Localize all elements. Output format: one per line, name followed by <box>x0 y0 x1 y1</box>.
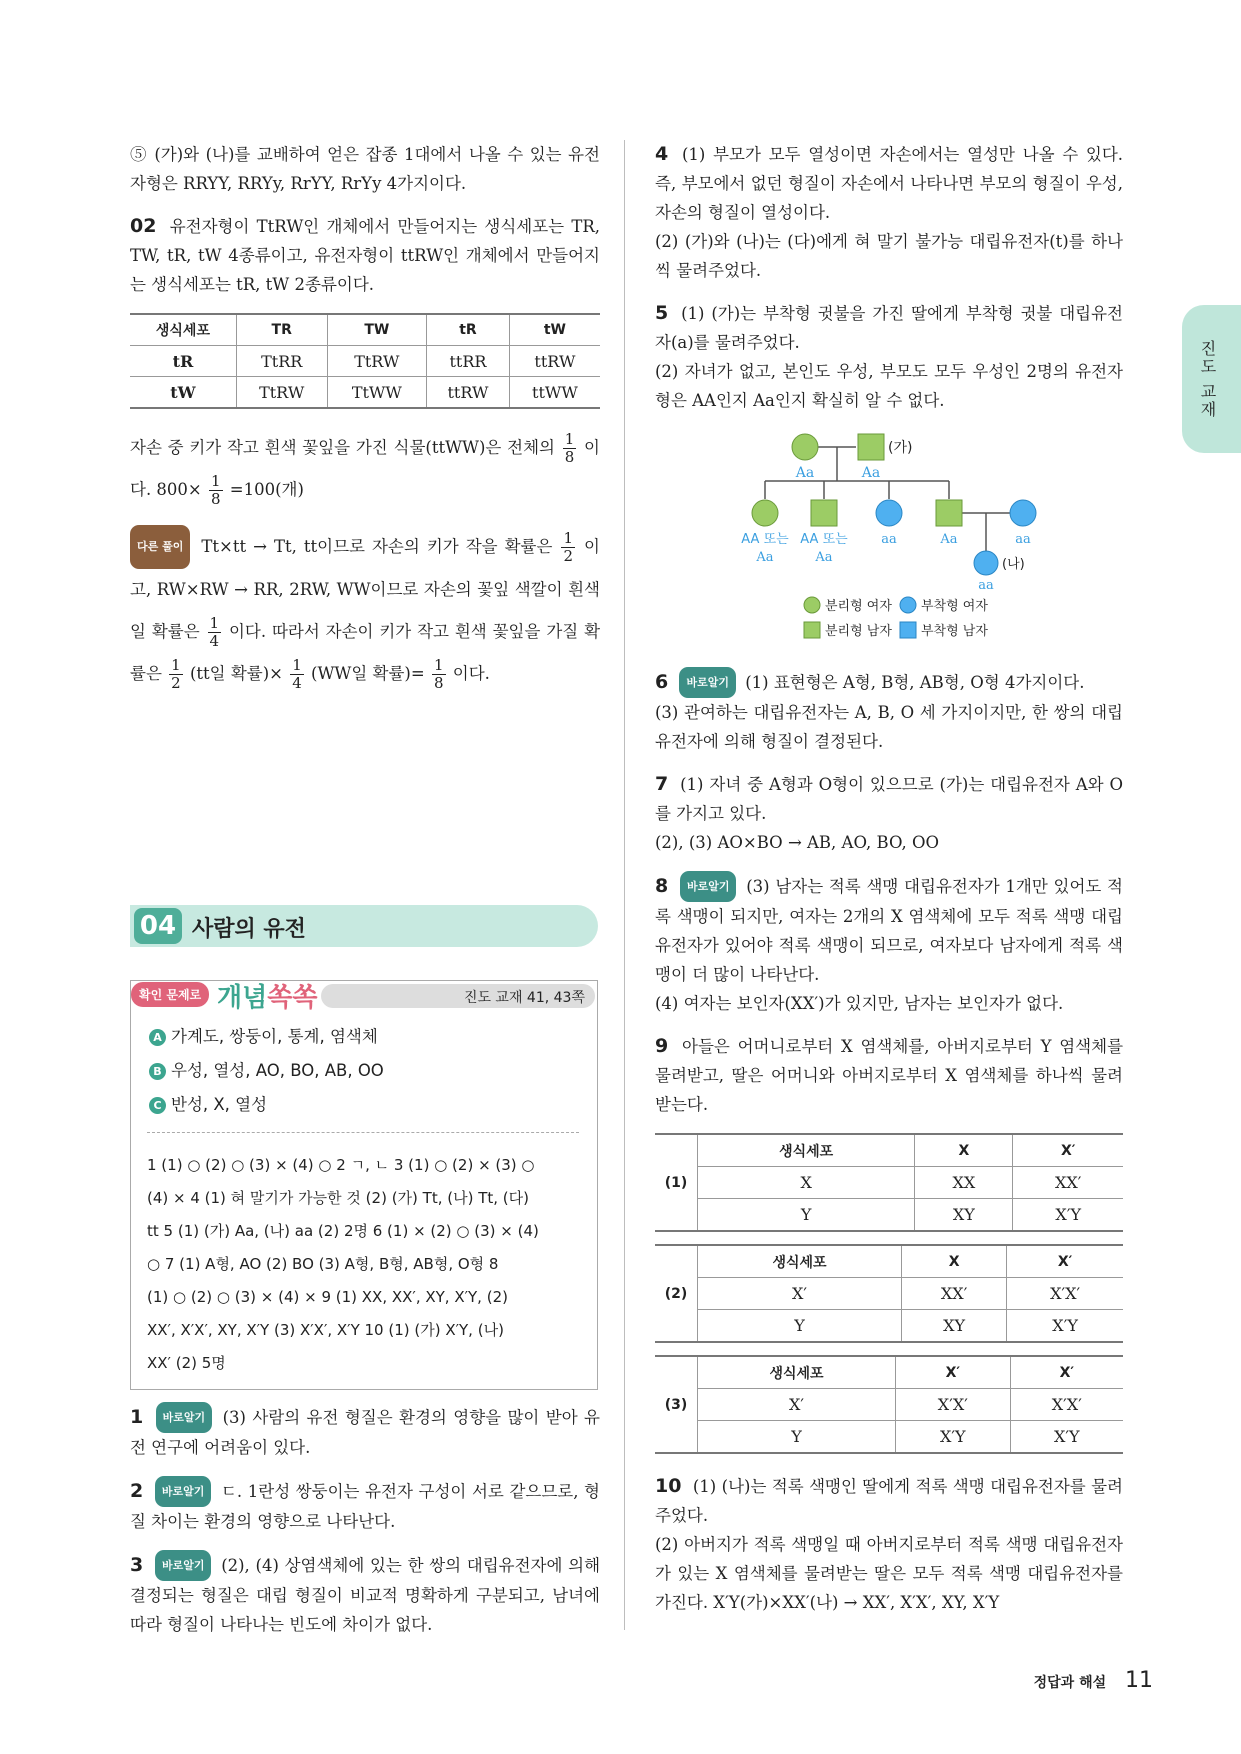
table-cell: Y <box>698 1310 902 1343</box>
alt-solution-tag: 다른 풀이 <box>130 525 190 569</box>
question-number: 02 <box>130 215 157 237</box>
table-row <box>655 1310 1123 1343</box>
table-cell: ttRW <box>427 377 510 409</box>
left-bottom-answers <box>130 1402 600 1653</box>
table-row <box>130 377 600 409</box>
legend-label: 부착형 여자 <box>921 599 988 614</box>
answer-text: (1) 표현형은 A형, B형, AB형, O형 4가지이다. <box>745 673 1085 692</box>
numerator: 1 <box>433 656 444 674</box>
table-header: X′ <box>1007 1245 1123 1278</box>
section-title: 사람의 유전 <box>192 917 306 942</box>
answer-line: ○ 7 (1) A형, AO (2) BO (3) A형, B형, AB형, O형 8 <box>147 1255 499 1273</box>
genotype-label: Aa <box>815 550 833 565</box>
text-span: 이다. 따라서 자손이 키가 작고 흰색 꽃잎을 가질 확률은 <box>130 622 601 683</box>
female-free-icon <box>752 500 778 526</box>
table-cell: X′ <box>698 1389 896 1421</box>
x-chromosome-table-1 <box>655 1133 1123 1232</box>
table-cell: X′Y <box>1013 1199 1123 1232</box>
answer-key <box>147 1149 583 1380</box>
male-free-icon <box>936 500 962 526</box>
denominator: 4 <box>292 674 302 692</box>
fraction <box>208 615 222 650</box>
answer-text: (2), (3) AO×BO → AB, AO, BO, OO <box>655 833 940 852</box>
text-span: =100(개) <box>229 480 304 499</box>
table-header: tW <box>509 314 600 346</box>
table-row <box>655 1421 1123 1454</box>
table-row <box>655 1167 1123 1199</box>
dashed-divider <box>147 1132 579 1133</box>
right-column <box>655 140 1123 1631</box>
table-cell: TtRW <box>236 377 327 409</box>
table-cell: XY <box>902 1310 1007 1343</box>
text-span: (tt일 확률)× <box>189 664 283 683</box>
keyword-line <box>149 1023 378 1047</box>
text-span: 이고, RW×RW → RR, 2RW, WW이므로 자손의 꽃잎 색깔이 흰색일 확률은 <box>130 537 600 641</box>
table-cell: Y <box>698 1421 896 1454</box>
legend-label: 부착형 남자 <box>921 624 988 639</box>
genotype-label: Aa <box>795 465 815 481</box>
answer-6 <box>655 667 1123 756</box>
table-cell: X′X′ <box>1010 1389 1123 1421</box>
table-header: 생식세포 <box>698 1245 902 1278</box>
pedigree-svg <box>655 429 1123 649</box>
denominator: 4 <box>209 632 220 650</box>
table-cell: TtRR <box>236 346 327 377</box>
table-cell: ttRR <box>427 346 510 377</box>
table-cell: ttRW <box>509 346 600 377</box>
question-text: 유전자형이 TtRW인 개체에서 만들어지는 생식세포는 TR, TW, tR, tW 4종류이고, 유전자형이 ttRW인 개체에서 만들어지는 생식세포는 tR, tW 2종류이다. <box>130 217 600 294</box>
table-cell: Y <box>698 1199 915 1232</box>
child-label: (나) <box>1002 557 1025 572</box>
answer-line: XX′, X′X′, XY, X′Y (3) X′X′, X′Y 10 (1) (가) X′Y, (나) <box>147 1321 504 1339</box>
table-cell: X′X′ <box>896 1389 1011 1421</box>
answer-text: (2) 아버지가 적록 색맹일 때 아버지로부터 적록 색맹 대립유전자가 있는 X 염색체를 물려받는 딸은 모두 적록 색맹 대립유전자를 가진다. X′Y(가)×XX′(나) → XX′, X′X′, XY, X′Y <box>655 1535 1123 1612</box>
keyword-text: 반성, X, 열성 <box>171 1095 268 1114</box>
numerator: 1 <box>292 656 302 674</box>
pedigree-diagram <box>655 429 1123 649</box>
table-header: 생식세포 <box>130 314 236 346</box>
question-number: 4 <box>655 143 669 165</box>
female-free-icon <box>792 434 818 460</box>
keyword-text: 가계도, 쌍둥이, 통계, 염색체 <box>171 1027 378 1046</box>
fraction <box>561 530 575 565</box>
table-label: (2) <box>655 1245 698 1342</box>
table-cell: X′X′ <box>1007 1278 1123 1310</box>
answer-text: (4) 여자는 보인자(XX′)가 있지만, 남자는 보인자가 없다. <box>655 994 1064 1013</box>
concept-check-box <box>130 980 598 1390</box>
table-header: TW <box>327 314 427 346</box>
table-header: X <box>915 1134 1013 1167</box>
answer-1 <box>130 1402 600 1462</box>
answer-text: ㄷ. 1란성 쌍둥이는 유전자 구성이 서로 같으므로, 형질 차이는 환경의 영향으로 나타난다. <box>130 1482 600 1531</box>
table-row <box>130 346 600 377</box>
answer-text: (1) (나)는 적록 색맹인 딸에게 적록 색맹 대립유전자를 물려주었다. <box>655 1477 1123 1525</box>
denominator: 2 <box>563 547 574 565</box>
table-header: X′ <box>1013 1134 1123 1167</box>
concept-title-accent: 쏙쏙 <box>267 983 318 1013</box>
question-number: 10 <box>655 1475 682 1497</box>
table-cell: TtWW <box>327 377 427 409</box>
fraction <box>432 657 446 692</box>
table-cell: XX′ <box>902 1278 1007 1310</box>
question-number: 8 <box>655 875 669 897</box>
table-header: 생식세포 <box>698 1356 896 1389</box>
answer-text: (3) 남자는 적록 색맹 대립유전자가 1개만 있어도 적록 색맹이 되지만, 여자는 2개의 X 염색체에 모두 적록 색맹 대립유전자가 있어야 적록 색맹이 되므로, 여자보다 남자에게 적록 색맹이 더 많이 나타난다. <box>655 877 1123 984</box>
genotype-label: Aa <box>940 532 958 547</box>
explanation-paragraph <box>130 427 600 511</box>
answer-text: (2), (4) 상염색체에 있는 한 쌍의 대립유전자에 의해 결정되는 형질은 대립 형질이 비교적 명확하게 구분되고, 남녀에 따라 형질이 나타나는 빈도에 차이가 없다. <box>130 1556 601 1634</box>
answer-text: (3) 관여하는 대립유전자는 A, B, O 세 가지이지만, 한 쌍의 대립유전자에 의해 형질이 결정된다. <box>655 703 1123 751</box>
gamete-table <box>130 313 600 409</box>
answer-text: (3) 사람의 유전 형질은 환경의 영향을 많이 받아 유전 연구에 어려움이 있다. <box>130 1408 600 1457</box>
legend-label: 분리형 여자 <box>825 599 892 614</box>
legend-free-male-icon <box>804 622 820 638</box>
table-cell: XX′ <box>1013 1167 1123 1199</box>
alternative-solution <box>130 525 600 695</box>
table-header: 생식세포 <box>698 1134 915 1167</box>
text-span: 이다. <box>452 664 490 683</box>
question-number: 9 <box>655 1035 669 1057</box>
table-header: TR <box>236 314 327 346</box>
question-number: 3 <box>130 1554 144 1576</box>
section-header <box>130 905 598 947</box>
answer-3 <box>130 1550 600 1639</box>
numerator: 1 <box>209 614 220 632</box>
fraction <box>209 473 223 508</box>
table-cell: X′ <box>698 1278 902 1310</box>
table-header: X′ <box>1010 1356 1123 1389</box>
answer-text: (2) 자녀가 없고, 본인도 우성, 부모도 모두 우성인 2명의 유전자형은 AA인지 Aa인지 확실히 알 수 없다. <box>655 362 1123 410</box>
footer-label: 정답과 해설 <box>1033 1675 1107 1691</box>
correction-tag: 바로알기 <box>155 1550 212 1581</box>
keyword-line <box>149 1057 384 1081</box>
text-span: 이다. 800× <box>130 438 600 499</box>
answer-9 <box>655 1032 1123 1119</box>
answer-10 <box>655 1472 1123 1617</box>
denominator: 8 <box>564 448 575 466</box>
fraction <box>169 657 183 692</box>
table-cell: X′Y <box>1010 1421 1123 1454</box>
male-free-icon <box>858 434 884 460</box>
genotype-label: Aa <box>861 465 881 481</box>
female-attached-icon <box>876 500 902 526</box>
denominator: 8 <box>433 674 444 692</box>
answer-text: (2) (가)와 (나)는 (다)에게 혀 말기 불가능 대립유전자(t)를 하나씩 물려주었다. <box>655 232 1123 280</box>
column-divider <box>624 140 625 1630</box>
answer-5 <box>655 299 1123 415</box>
confirm-tag: 확인 문제로 <box>131 982 209 1007</box>
table-cell: X <box>698 1167 915 1199</box>
answer-text: (1) 부모가 모두 열성이면 자손에서는 열성만 나올 수 있다. 즉, 부모에서 없던 형질이 자손에서 나타나면 부모의 형질이 우성, 자손의 형질이 열성이다. <box>655 145 1124 222</box>
answer-line: (1) ○ (2) ○ (3) × (4) × 9 (1) XX, XX′, XY, X′Y, (2) <box>147 1288 508 1306</box>
answer-line: tt 5 (1) (가) Aa, (나) aa (2) 2명 6 (1) × (2) ○ (3) × (4) <box>147 1222 539 1240</box>
table-cell: X′Y <box>1007 1310 1123 1343</box>
fraction <box>563 431 577 466</box>
genotype-label: AA 또는 <box>800 532 848 547</box>
correction-tag: 바로알기 <box>680 871 737 902</box>
male-free-icon <box>811 500 837 526</box>
answer-text: 아들은 어머니로부터 X 염색체를, 아버지로부터 Y 염색체를 물려받고, 딸은 어머니와 아버지로부터 X 염색체를 하나씩 물려받는다. <box>655 1037 1124 1114</box>
badge-b-icon: B <box>149 1063 166 1080</box>
answer-2 <box>130 1476 600 1536</box>
answer-line: XX′ (2) 5명 <box>147 1354 226 1372</box>
table-label: (1) <box>655 1134 698 1231</box>
answer-paragraph: ⑤ (가)와 (나)를 교배하여 얻은 잡종 1대에서 나올 수 있는 유전자형은 RRYY, RRYy, RrYY, RrYy 4가지이다. <box>130 145 600 193</box>
answer-text: (1) 자녀 중 A형과 O형이 있으므로 (가)는 대립유전자 A와 O를 가지고 있다. <box>655 775 1123 823</box>
correction-tag: 바로알기 <box>156 1402 213 1433</box>
table-cell: tW <box>130 377 236 409</box>
answer-4 <box>655 140 1123 285</box>
question-number: 2 <box>130 1480 144 1502</box>
answer-line: 1 (1) ○ (2) ○ (3) × (4) ○ 2 ㄱ, ㄴ 3 (1) ○ (2) × (3) ○ <box>147 1156 535 1174</box>
genotype-label: aa <box>881 532 897 547</box>
numerator: 1 <box>171 656 181 674</box>
numerator: 1 <box>564 430 575 448</box>
female-attached-icon <box>974 551 998 575</box>
text-span: Tt×tt → Tt, tt이므로 자손의 키가 작을 확률은 <box>201 537 553 556</box>
table-cell: tR <box>130 346 236 377</box>
question-02 <box>130 212 600 299</box>
table-label: (3) <box>655 1356 698 1453</box>
legend-free-female-icon <box>804 597 820 613</box>
left-column <box>130 140 600 709</box>
question-number: 7 <box>655 773 669 795</box>
concept-title-main: 개념 <box>217 983 268 1013</box>
badge-a-icon: A <box>149 1029 166 1046</box>
table-row <box>655 1278 1123 1310</box>
fraction <box>290 657 304 692</box>
question-number: 6 <box>655 671 669 693</box>
x-chromosome-table-3 <box>655 1355 1123 1454</box>
answer-8 <box>655 871 1123 1018</box>
table-row <box>655 1389 1123 1421</box>
concept-box-header <box>131 981 597 1011</box>
denominator: 2 <box>171 674 181 692</box>
section-number: 04 <box>134 908 182 944</box>
answer-7 <box>655 770 1123 857</box>
page-reference: 진도 교재 41, 43쪽 <box>463 990 585 1006</box>
keyword-line <box>149 1091 267 1115</box>
numerator: 1 <box>211 472 221 490</box>
text-span: 자손 중 키가 작고 흰색 꽃잎을 가진 식물(ttWW)은 전체의 <box>130 438 555 457</box>
keyword-text: 우성, 열성, AO, BO, AB, OO <box>171 1061 384 1080</box>
text-span: (WW일 확률)= <box>311 664 425 683</box>
female-attached-icon <box>1010 500 1036 526</box>
concept-title <box>217 977 317 1014</box>
table-row <box>655 1199 1123 1232</box>
table-header: tR <box>427 314 510 346</box>
answer-text: (1) (가)는 부착형 귓불을 가진 딸에게 부착형 귓불 대립유전자(a)를 물려주었다. <box>655 304 1123 352</box>
table-header: X′ <box>896 1356 1011 1389</box>
question-number: 1 <box>130 1406 144 1428</box>
genotype-label: aa <box>1015 532 1031 547</box>
page-number: 11 <box>1125 1668 1153 1693</box>
table-cell: ttWW <box>509 377 600 409</box>
page-footer <box>1034 1668 1153 1693</box>
numerator: 1 <box>563 529 574 547</box>
genotype-label: Aa <box>756 550 774 565</box>
legend-label: 분리형 남자 <box>825 624 892 639</box>
father-label: (가) <box>888 440 913 456</box>
question-number: 5 <box>655 302 669 324</box>
genotype-label: AA 또는 <box>741 532 789 547</box>
legend-attached-male-icon <box>900 622 916 638</box>
denominator: 8 <box>211 490 221 508</box>
table-cell: TtRW <box>327 346 427 377</box>
side-tab-label: 진도 교재 <box>1198 340 1217 420</box>
genotype-label: aa <box>978 578 994 593</box>
x-chromosome-table-2 <box>655 1244 1123 1343</box>
correction-tag: 바로알기 <box>679 667 736 698</box>
answer-line: (4) × 4 (1) 혀 말기가 가능한 것 (2) (가) Tt, (나) Tt, (다) <box>147 1189 529 1207</box>
badge-c-icon: C <box>149 1097 166 1114</box>
legend-attached-female-icon <box>900 597 916 613</box>
table-header: X <box>902 1245 1007 1278</box>
table-cell: X′Y <box>896 1421 1011 1454</box>
correction-tag: 바로알기 <box>155 1476 212 1507</box>
table-cell: XX <box>915 1167 1013 1199</box>
table-cell: XY <box>915 1199 1013 1232</box>
